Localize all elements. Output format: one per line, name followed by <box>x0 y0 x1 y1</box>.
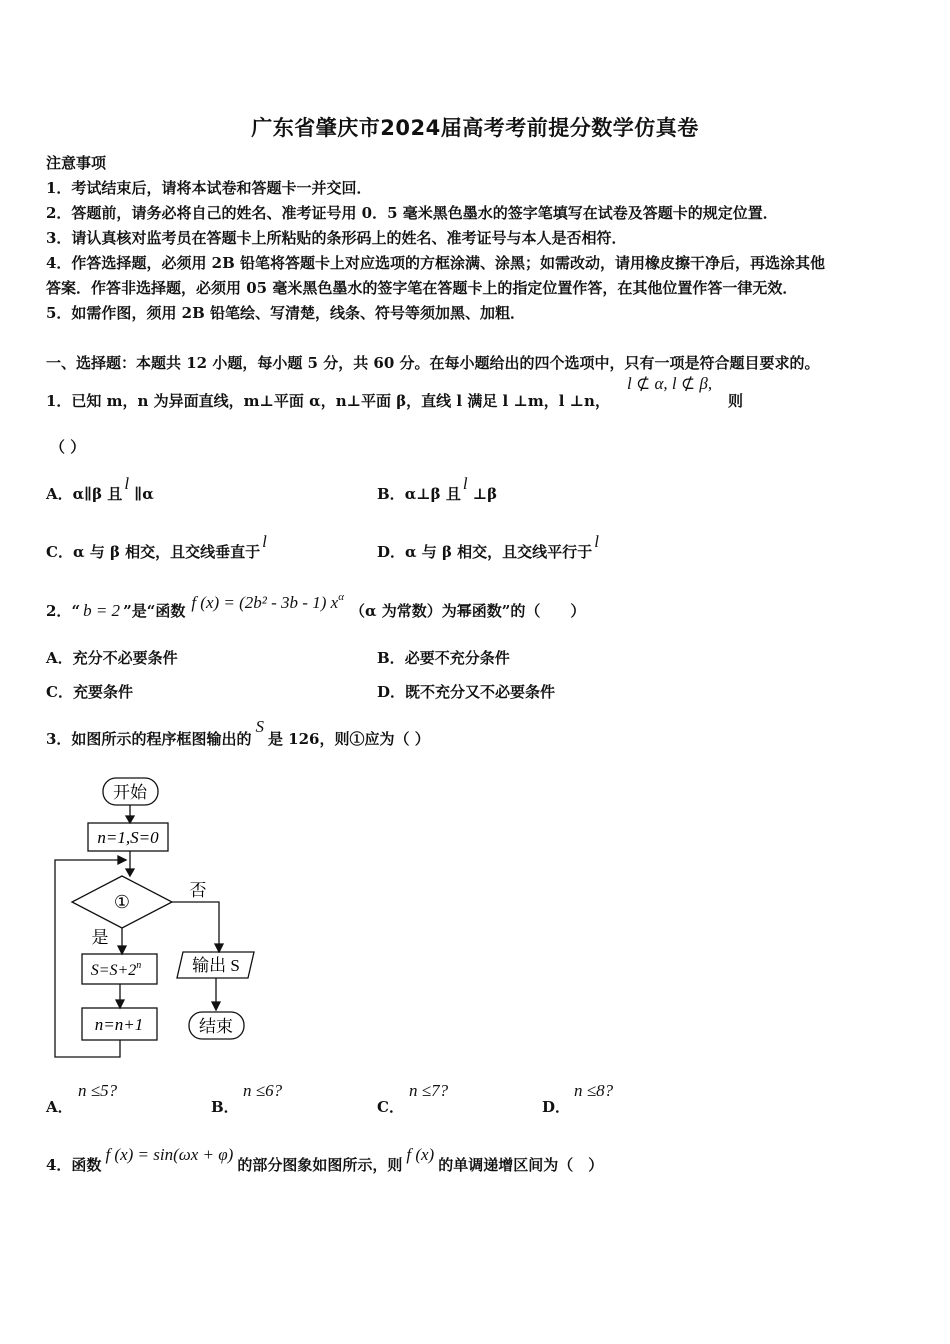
q2-stem: 2．“ b = 2 ”是“函数 f (x) = (2b² - 3b - 1) $x^\alpha(\alpha$ 为常数）为幂函数”的（ ） <box>46 591 586 620</box>
notice-item: 1．考试结束后，请将本试卷和答题卡一并交回． <box>46 179 372 197</box>
q3-option-a-math: n ≤5? <box>78 1081 118 1100</box>
q1-stem: 1．已知 m，n 为异面直线，m⊥平面 α，n⊥平面 β，直线 l 满足 l ⊥m，l ⊥n， <box>46 392 610 410</box>
q3-option-b[interactable]: B． <box>211 1098 239 1116</box>
notice-item: 5．如需作图，须用 2B 铅笔绘、写清楚，线条、符号等须加黑、加粗． <box>46 304 525 322</box>
q3-option-a[interactable]: A． <box>46 1098 73 1116</box>
q2-option-b[interactable]: B．必要不充分条件 <box>377 649 510 667</box>
flow-no-label: 否 <box>189 881 207 900</box>
flow-end-label: 结束 <box>199 1017 233 1036</box>
flow-start-label: 开始 <box>113 783 147 802</box>
flow-cond-label: ① <box>113 892 131 912</box>
q2-function: f (x) = (2b² - 3b - 1) x <box>191 593 339 612</box>
flow-yes-label: 是 <box>91 928 109 947</box>
q1-option-b[interactable]: B．α⊥β 且l ⊥β <box>377 474 498 503</box>
q2-option-d[interactable]: D．既不充分又不必要条件 <box>377 683 556 701</box>
q3-option-b-math: n ≤6? <box>243 1081 283 1100</box>
q1-tail: 则 <box>728 392 744 410</box>
q2-option-c[interactable]: C．充要条件 <box>46 683 133 701</box>
flow-step1-label: $S=S+2^n$ <box>90 960 142 979</box>
q4-stem: 4．函数f (x) = sin(ωx + φ)的部分图象如图所示，则f (x)的单调递增区间为（ ） <box>46 1145 604 1174</box>
q3-stem: 3．如图所示的程序框图输出的S是 126，则①应为（ ） <box>46 717 430 748</box>
notice-item: 4．作答选择题，必须用 2B 铅笔将答题卡上对应选项的方框涂满、涂黑；如需改动，请用橡皮擦干净后，再选涂其他 <box>46 254 826 272</box>
flow-output-label: 输出 S <box>192 956 240 975</box>
page-title: 广东省肇庆市2024届高考考前提分数学仿真卷 <box>251 116 699 140</box>
q4-function: f (x) = sin(ωx + φ) <box>105 1145 234 1164</box>
q3-option-c[interactable]: C． <box>377 1098 404 1116</box>
q1-formula: l ⊄ α, l ⊄ β, <box>627 374 713 393</box>
q1-option-c[interactable]: C．α 与 β 相交，且交线垂直于l <box>46 532 267 561</box>
q3-option-c-math: n ≤7? <box>409 1081 449 1100</box>
flow-step2-label: n=n+1 <box>94 1015 144 1034</box>
q1-option-d[interactable]: D．α 与 β 相交，且交线平行于l <box>377 532 599 561</box>
notice-heading: 注意事项 <box>46 154 107 172</box>
notice-item: 2．答题前，请务必将自己的姓名、准考证号用 0．5 毫米黑色墨水的签字笔填写在试卷及答题卡的规定位置． <box>46 204 778 222</box>
flow-init-label: n=1,S=0 <box>97 828 159 847</box>
q1-paren: （ ） <box>50 438 86 456</box>
notice-item: 答案．作答非选择题，必须用 05 毫米黑色墨水的签字笔在答题卡上的指定位置作答，在其他位置作答一律无效． <box>46 279 798 297</box>
q3-option-d[interactable]: D． <box>542 1098 571 1116</box>
flowchart <box>46 770 276 1070</box>
section-heading: 一、选择题：本题共 12 小题，每小题 5 分，共 60 分。在每小题给出的四个选项中，只有一项是符合题目要求的。 <box>46 354 820 372</box>
notice-item: 3．请认真核对监考员在答题卡上所粘贴的条形码上的姓名、准考证号与本人是否相符． <box>46 229 627 247</box>
q2-option-a[interactable]: A．充分不必要条件 <box>46 649 178 667</box>
q3-option-d-math: n ≤8? <box>574 1081 614 1100</box>
q4-fx: f (x) <box>406 1145 435 1164</box>
q1-option-a[interactable]: A．α∥β 且l ∥α <box>46 474 154 503</box>
